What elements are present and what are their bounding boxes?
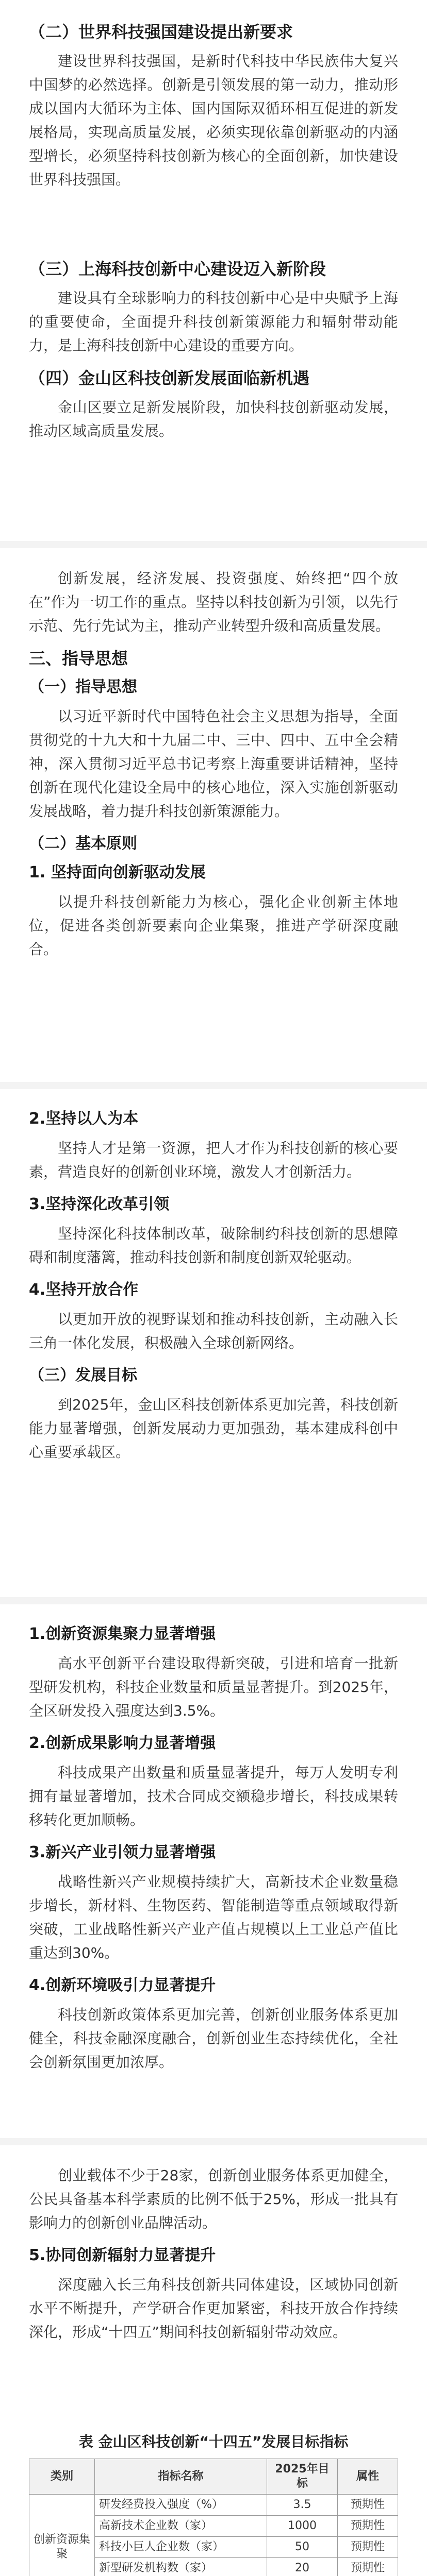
goal-heading: 1.创新资源集聚力显著增强 [29,1625,216,1643]
subsection-heading: （三）发展目标 [29,1366,137,1384]
header-cell: 2025年目标 [267,2459,338,2495]
indicator-cell: 新型研发机构数（家） [95,2558,267,2576]
paragraph: 建设具有全球影响力的科技创新中心是中央赋予上海的重要使命，全面提升科技创新策源能力和辐射带动能力，是上海科技创新中心建设的重要方向。 [29,290,398,354]
principle-heading: 2.坚持以人为本 [29,1110,139,1128]
paragraph: 坚持人才是第一资源，把人才作为科技创新的核心要素，营造良好的创新创业环境，激发人才创新活力。 [29,1140,398,1180]
paragraph: 坚持深化科技体制改革，破除制约科技创新的思想障碍和制度藩篱，推动科技创新和制度创新双轮驱动。 [29,1225,398,1266]
target-cell: 1000 [267,2516,338,2537]
section-shanghai-center [29,258,398,452]
target-cell: 20 [267,2558,338,2576]
paragraph: 创新发展，经济发展、投资强度、始终把“四个放在”作为一切工作的重点。坚持以科技创新为引领，以先行示范、先行先试为主，推动产业转型升级和高质量发展。 [29,570,398,634]
table-title: 表 金山区科技创新“十四五”发展目标指标 [78,2433,349,2450]
goal-heading: 2.创新成果影响力显著增强 [29,1734,216,1752]
page-divider [0,1082,427,1089]
paragraph: 科技创新政策体系更加完善，创新创业服务体系更加健全，科技金融深度融合，创新创业生态持续优化，全社会创新氛围更加浓厚。 [29,2006,398,2071]
paragraph: 以更加开放的视野谋划和推动科技创新，主动融入长三角一体化发展，积极融入全球创新网络。 [29,1311,398,1351]
section-goals [29,1623,398,2083]
header-cell: 指标名称 [95,2459,267,2495]
goal-heading: 5.协同创新辐射力显著提升 [29,2246,216,2264]
header-cell: 属性 [338,2459,398,2495]
paragraph: 建设世界科技强国，是新时代科技中华民族伟大复兴中国梦的必然选择。创新是引领发展的第一动力，推动形成以国内大循环为主体、国内国际双循环相互促进的新发展格局，实现高质量发展，必须实现依靠创新驱动的内涵型增长，必须坚持科技创新为核心的全面创新，加快建设世界科技强国。 [29,53,398,188]
page-divider [0,1597,427,1604]
type-cell: 预期性 [338,2516,398,2537]
paragraph: 创业载体不少于28家，创新创业服务体系更加健全，公民具备基本科学素质的比例不低于25%，形成一批具有影响力的创新创业品牌活动。 [29,2167,398,2231]
principle-heading: 3.坚持深化改革引领 [29,1195,170,1213]
indicator-cell: 科技小巨人企业数（家） [95,2537,267,2558]
type-cell: 预期性 [338,2558,398,2576]
paragraph: 以提升科技创新能力为核心，强化企业创新主体地位，促进各类创新要素向企业集聚，推进产学研深度融合。 [29,893,398,958]
indicator-cell: 研发经费投入强度（%） [95,2495,267,2516]
kpi-table-block [29,2432,398,2576]
section-heading: （三）上海科技创新中心建设迈入新阶段 [29,259,326,279]
target-cell: 50 [267,2537,338,2558]
kpi-table [29,2459,398,2576]
type-cell: 预期性 [338,2495,398,2516]
section-principles [29,1108,398,1473]
header-cell: 类别 [29,2459,95,2495]
table-header-row [29,2459,398,2495]
target-cell: 3.5 [267,2495,338,2516]
table-row [29,2495,398,2516]
section-goals-continued [29,2164,398,2353]
section-world-science-power [29,21,398,201]
type-cell: 预期性 [338,2537,398,2558]
indicator-cell: 高新技术企业数（家） [95,2516,267,2537]
page-divider [0,541,427,548]
paragraph: 战略性新兴产业规模持续扩大，高新技术企业数量稳步增长，新材料、生物医药、智能制造等重点领域取得新突破，工业战略性新兴产业产值占规模以上工业总产值比重达到30%。 [29,1873,398,1961]
goal-heading: 3.新兴产业引领力显著增强 [29,1843,216,1861]
subsection-heading: （二）基本原则 [29,835,137,853]
goal-heading: 4.创新环境吸引力显著提升 [29,1976,216,1994]
section-heading: （四）金山区科技创新发展面临新机遇 [29,368,310,388]
group-cell: 创新资源集聚 [29,2495,95,2576]
page-divider [0,2138,427,2145]
paragraph: 以习近平新时代中国特色社会主义思想为指导，全面贯彻党的十九大和十九届二中、三中、四中、五中全会精神，深入贯彻习近平总书记考察上海重要讲话精神，坚持创新在现代化建设全局中的核心地位，深入实施创新驱动发展战略，着力提升科技创新策源能力。 [29,708,398,820]
section-guiding-thought [29,567,398,971]
principle-heading: 4.坚持开放合作 [29,1281,139,1299]
paragraph: 科技成果产出数量和质量显著提升，每万人发明专利拥有量显著增加，技术合同成交额稳步增长，科技成果转移转化更加顺畅。 [29,1764,398,1828]
paragraph: 金山区要立足新发展阶段，加快科技创新驱动发展，推动区域高质量发展。 [29,399,398,439]
section-heading: （二）世界科技强国建设提出新要求 [29,22,293,42]
paragraph: 到2025年，金山区科技创新体系更加完善，科技创新能力显著增强，创新发展动力更加强劲，基本建成科创中心重要承载区。 [29,1396,398,1461]
paragraph: 深度融入长三角科技创新共同体建设，区域协同创新水平不断提升，产学研合作更加紧密，科技开放合作持续深化，形成“十四五”期间科技创新辐射带动效应。 [29,2276,398,2341]
subsection-heading: （一）指导思想 [29,678,137,696]
section-heading: 三、指导思想 [29,649,128,668]
paragraph: 高水平创新平台建设取得新突破，引进和培育一批新型研发机构，科技企业数量和质量显著提升。到2025年，全区研发投入强度达到3.5%。 [29,1655,398,1719]
principle-heading: 1. 坚持面向创新驱动发展 [29,863,206,882]
